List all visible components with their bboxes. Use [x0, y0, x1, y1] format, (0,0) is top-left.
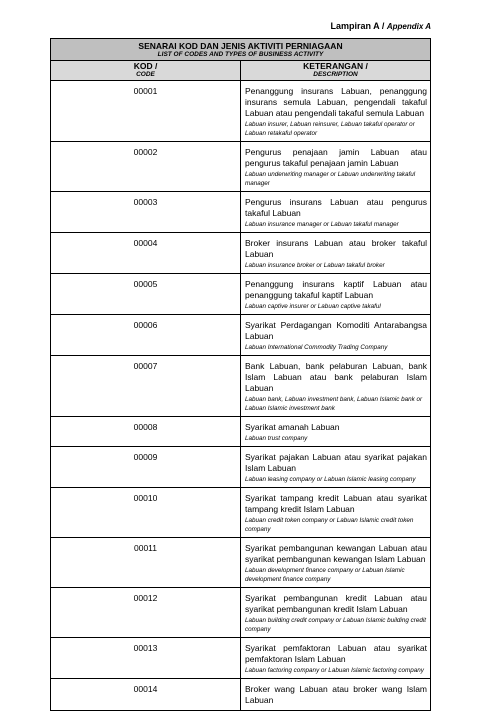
activity-description — [241, 192, 431, 233]
appendix-separator: / — [379, 21, 387, 31]
description-english: Labuan insurance manager or Labuan takaful manager — [245, 221, 399, 228]
table-row — [51, 81, 431, 142]
description-malay: Pengurus penajaan jamin Labuan atau pengurus takaful penajaan jamin Labuan — [245, 147, 427, 168]
activity-code: 00004 — [51, 233, 241, 274]
description-malay: Syarikat tampang kredit Labuan atau syarikat tampang kredit Islam Labuan — [245, 493, 427, 514]
description-malay: Broker insurans Labuan atau broker takaful Labuan — [245, 238, 427, 259]
column-header-code-en: CODE — [136, 71, 155, 78]
column-header-code — [51, 61, 241, 81]
activity-description — [241, 81, 431, 142]
table-row — [51, 538, 431, 588]
table-body — [51, 81, 431, 711]
description-english: Labuan development finance company or Labuan Islamic development finance company — [245, 567, 405, 583]
table-row — [51, 315, 431, 356]
table-row — [51, 142, 431, 192]
activity-code: 00011 — [51, 538, 241, 588]
activity-description — [241, 315, 431, 356]
description-malay: Syarikat pembangunan kredit Labuan atau syarikat pembangunan kredit Islam Labuan — [245, 593, 427, 614]
appendix-label-ms: Lampiran A — [330, 21, 380, 31]
description-malay: Pengurus insurans Labuan atau pengurus takaful Labuan — [245, 197, 427, 218]
activity-description — [241, 274, 431, 315]
table-subtitle: LIST OF CODES AND TYPES OF BUSINESS ACTIVITY — [157, 51, 324, 58]
activity-description — [241, 679, 431, 711]
table-title: SENARAI KOD DAN JENIS AKTIVITI PERNIAGAAN — [138, 41, 343, 51]
description-malay: Penanggung insurans Labuan, penanggung insurans semula Labuan, pengendali takaful Labuan atau pengendali takaful semula Labuan — [245, 86, 427, 118]
activity-code: 00002 — [51, 142, 241, 192]
activity-code: 00008 — [51, 417, 241, 447]
table-row — [51, 274, 431, 315]
description-malay: Syarikat pemfaktoran Labuan atau syarikat pemfaktoran Islam Labuan — [245, 643, 427, 664]
activity-description — [241, 538, 431, 588]
table-row — [51, 679, 431, 711]
description-english: Labuan insurer, Labuan reinsurer, Labuan takaful operator or Labuan retakaful operator — [245, 121, 415, 137]
activity-description — [241, 447, 431, 488]
column-header-description-en: DESCRIPTION — [313, 71, 358, 78]
column-header-code-ms: KOD / — [133, 61, 158, 71]
column-header-description — [241, 61, 431, 81]
description-english: Labuan leasing company or Labuan Islamic leasing company — [245, 476, 416, 483]
table-row — [51, 638, 431, 679]
activity-code: 00010 — [51, 488, 241, 538]
activity-code: 00014 — [51, 679, 241, 711]
description-english: Labuan underwriting manager or Labuan underwriting takaful manager — [245, 171, 416, 187]
activity-code: 00013 — [51, 638, 241, 679]
activity-code: 00003 — [51, 192, 241, 233]
table-row — [51, 588, 431, 638]
table-row — [51, 447, 431, 488]
description-malay: Syarikat Perdagangan Komoditi Antarabangsa Labuan — [245, 320, 427, 341]
description-english: Labuan trust company — [245, 435, 308, 442]
table-row — [51, 192, 431, 233]
description-english: Labuan International Commodity Trading Company — [245, 344, 388, 351]
business-activity-table — [50, 38, 431, 711]
activity-description — [241, 488, 431, 538]
description-english: Labuan credit token company or Labuan Islamic credit token company — [245, 517, 414, 533]
description-malay: Bank Labuan, bank pelaburan Labuan, bank Islam Labuan atau bank pelaburan Islam Labuan — [245, 361, 427, 393]
description-malay: Syarikat pembangunan kewangan Labuan atau syarikat pembangunan kewangan Islam Labuan — [245, 543, 427, 564]
activity-description — [241, 356, 431, 417]
description-english: Labuan bank, Labuan investment bank, Labuan Islamic bank or Labuan Islamic investment bank — [245, 396, 423, 412]
activity-description — [241, 588, 431, 638]
description-malay: Syarikat pajakan Labuan atau syarikat pajakan Islam Labuan — [245, 452, 427, 473]
description-malay: Broker wang Labuan atau broker wang Islam Labuan — [245, 684, 427, 705]
appendix-label-en: Appendix A — [386, 22, 431, 31]
activity-description — [241, 233, 431, 274]
table-row — [51, 233, 431, 274]
description-malay: Penanggung insurans kaptif Labuan atau penanggung takaful kaptif Labuan — [245, 279, 427, 300]
activity-code: 00007 — [51, 356, 241, 417]
table-row — [51, 356, 431, 417]
activity-code: 00009 — [51, 447, 241, 488]
description-english: Labuan factoring company or Labuan Islamic factoring company — [245, 667, 424, 674]
table-row — [51, 488, 431, 538]
column-header-description-ms: KETERANGAN / — [303, 61, 368, 71]
table-title-cell — [51, 39, 431, 61]
activity-description — [241, 417, 431, 447]
description-english: Labuan building credit company or Labuan Islamic building credit company — [245, 617, 426, 633]
appendix-label — [330, 21, 431, 31]
activity-code: 00001 — [51, 81, 241, 142]
activity-code: 00005 — [51, 274, 241, 315]
activity-description — [241, 142, 431, 192]
table-row — [51, 417, 431, 447]
activity-code: 00006 — [51, 315, 241, 356]
description-malay: Syarikat amanah Labuan — [245, 422, 340, 432]
description-english: Labuan captive insurer or Labuan captive takaful — [245, 303, 381, 310]
activity-code: 00012 — [51, 588, 241, 638]
activity-description — [241, 638, 431, 679]
description-english: Labuan insurance broker or Labuan takaful broker — [245, 262, 385, 269]
